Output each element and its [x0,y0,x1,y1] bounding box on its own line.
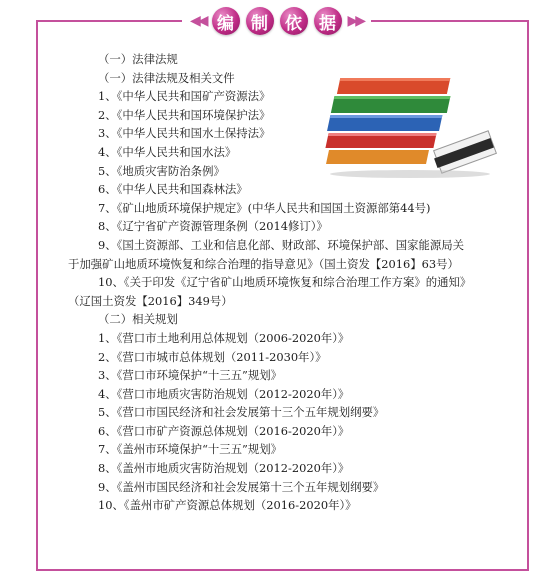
title-char: 依 [280,7,308,35]
list-item: 2、《营口市城市总体规划（2011-2030年）》 [98,349,327,364]
title-char: 制 [246,7,274,35]
list-item: 6、《中华人民共和国森林法》 [98,182,248,197]
list-item: 9、《盖州市国民经济和社会发展第十三个五年规划纲要》 [98,479,385,494]
document-body [68,50,468,515]
title-banner [0,6,553,36]
title-char: 编 [212,7,240,35]
title-group [182,7,371,35]
list-item: 8、《辽宁省矿产资源管理条例（2014修订）》 [98,219,328,234]
left-ornament-icon: ◀◀ [189,13,206,29]
list-item: 7、《盖州市环境保护“十三五”规划》 [98,442,283,457]
list-item: 4、《营口市地质灾害防治规划（2012-2020年）》 [98,386,350,401]
list-item: 7、《矿山地质环境保护规定》(中华人民共和国国土资源部第44号) [98,200,431,215]
list-item: 9、《国土资源部、工业和信息化部、财政部、环境保护部、国家能源局关于加强矿山地质环境恢复和综合治理的指导意见》（国土资发【2016】63号） [68,237,465,271]
list-item: 6、《营口市矿产资源总体规划（2016-2020年）》 [98,423,350,438]
list-item: 10、《盖州市矿产资源总体规划（2016-2020年）》 [98,498,357,513]
list-item: 1、《营口市土地利用总体规划（2006-2020年）》 [98,330,350,345]
list-item: 2、《中华人民共和国环境保护法》 [98,107,271,122]
list-item: 4、《中华人民共和国水法》 [98,144,237,159]
list-item: 1、《中华人民共和国矿产资源法》 [98,89,271,104]
title-char: 据 [314,7,342,35]
right-ornament-icon: ▶▶ [347,13,364,29]
section-heading: （二）相关规划 [98,312,178,327]
list-item: 10、《关于印发《辽宁省矿山地质环境恢复和综合治理工作方案》的通知》（辽国土资发【2016】349号） [68,275,466,308]
list-item: 3、《营口市环境保护“十三五”规划》 [98,368,283,383]
list-item: 5、《地质灾害防治条例》 [98,163,225,178]
section-heading: （一）法律法规及相关文件 [98,70,235,85]
list-item: 5、《营口市国民经济和社会发展第十三个五年规划纲要》 [98,405,385,420]
list-item: 8、《盖州市地质灾害防治规划（2012-2020年）》 [98,461,350,476]
section-heading: （一）法律法规 [98,52,178,66]
list-item: 3、《中华人民共和国水土保持法》 [98,126,271,141]
